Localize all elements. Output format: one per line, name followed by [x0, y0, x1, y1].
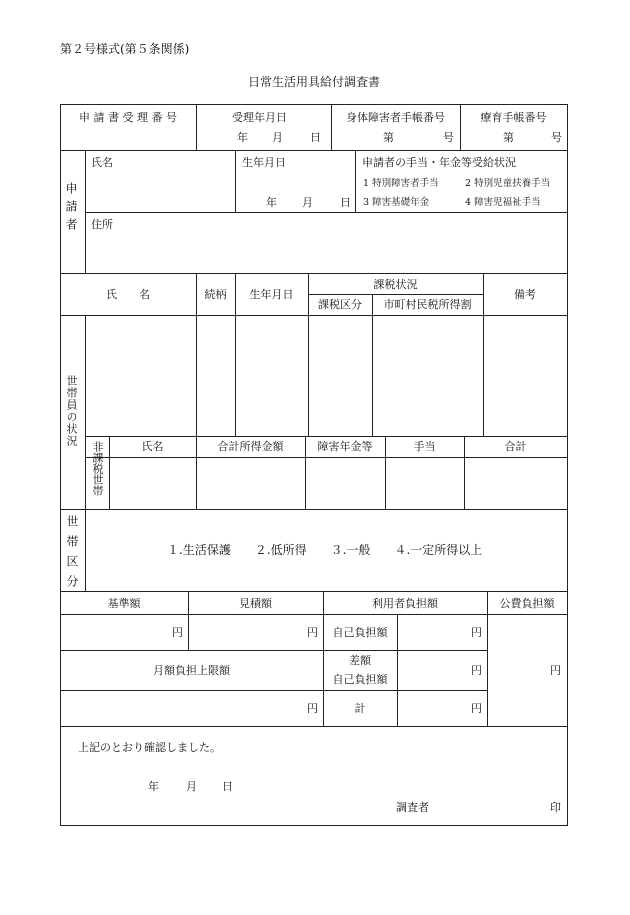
total-yen: 円 — [471, 702, 482, 715]
benefit-item: 4 障害児福祉手当 — [465, 197, 541, 208]
public-burden-header: 公費負担額 — [499, 597, 555, 610]
form-number: 第２号様式(第５条関係) — [60, 42, 190, 56]
seal-label: 印 — [550, 801, 561, 814]
address-label: 住所 — [91, 218, 113, 231]
confirm-month: 月 — [186, 780, 197, 793]
applicant-section-label: 申請者 — [64, 182, 78, 236]
muni-tax-header: 市町村民税所得割 — [383, 298, 472, 311]
disability-book-label: 身体障害者手帳番号 — [346, 111, 445, 124]
household-category-options: １.生活保護 ２.低所得 ３.一般 ４.一定所得以上 — [167, 543, 483, 557]
disability-dai: 第 — [383, 131, 394, 144]
confirmation-text: 上記のとおり確認しました。 — [78, 741, 221, 754]
applicant-birth-year: 年 — [266, 196, 277, 209]
disability-go: 号 — [443, 131, 454, 144]
nontax-col-pension: 障害年金等 — [317, 440, 373, 453]
nontax-col-allowance: 手当 — [413, 440, 436, 453]
estimate-yen: 円 — [307, 626, 318, 639]
household-section-label: 世帯員の状況 — [65, 375, 78, 447]
receipt-month: 月 — [272, 131, 283, 144]
household-birth-header: 生年月日 — [249, 288, 294, 301]
receipt-year: 年 — [237, 131, 248, 144]
benefit-item: 1 特別障害者手当 — [363, 178, 439, 189]
note-header: 備考 — [514, 288, 536, 301]
household-name-header: 氏 名 — [106, 288, 150, 301]
estimate-header: 見積額 — [239, 597, 272, 610]
tax-status-header: 課税状況 — [373, 278, 418, 291]
page-title: 日常生活用具給付調査書 — [247, 75, 380, 89]
benefit-status-label: 申請者の手当・年金等受給状況 — [362, 156, 516, 169]
household-category-label: 世帯区分 — [65, 515, 79, 595]
applicant-name-label: 氏名 — [91, 156, 113, 169]
receipt-day: 日 — [310, 131, 321, 144]
receipt-number-label: 申 請 書 受 理 番 号 — [79, 111, 177, 124]
self-burden-yen: 円 — [471, 626, 482, 639]
receipt-date-label: 受理年月日 — [232, 111, 287, 124]
nursing-book-label: 療育手帳番号 — [480, 111, 547, 124]
benefit-item: 3 障害基礎年金 — [363, 197, 430, 208]
base-amount-header: 基準額 — [107, 597, 141, 610]
public-burden-yen: 円 — [550, 664, 561, 677]
diff-yen: 円 — [471, 664, 482, 677]
base-amount-yen: 円 — [172, 626, 183, 639]
nursing-dai: 第 — [503, 131, 514, 144]
confirm-day: 日 — [222, 780, 233, 793]
applicant-birth-day: 日 — [340, 196, 351, 209]
tax-class-header: 課税区分 — [318, 298, 362, 311]
user-burden-header: 利用者負担額 — [372, 597, 438, 610]
confirm-year: 年 — [148, 780, 159, 793]
nontax-col-name: 氏名 — [141, 440, 164, 453]
nontax-household-label: 非課税世帯 — [91, 441, 104, 496]
diff-self-burden-label: 自己負担額 — [332, 673, 388, 686]
diff-label: 差額 — [349, 654, 371, 667]
monthly-cap-yen: 円 — [307, 702, 318, 715]
applicant-birth-label: 生年月日 — [242, 156, 286, 169]
nursing-go: 号 — [551, 131, 562, 144]
total-label: 計 — [354, 702, 366, 715]
self-burden-label: 自己負担額 — [332, 626, 388, 639]
investigator-label: 調査者 — [396, 801, 429, 814]
nontax-col-income: 合計所得金額 — [217, 440, 284, 453]
applicant-birth-month: 月 — [302, 196, 313, 209]
nontax-col-total: 合計 — [504, 440, 527, 453]
monthly-cap-label: 月額負担上限額 — [153, 664, 230, 677]
household-relation-header: 続柄 — [204, 288, 227, 301]
benefit-item: 2 特別児童扶養手当 — [465, 178, 551, 189]
